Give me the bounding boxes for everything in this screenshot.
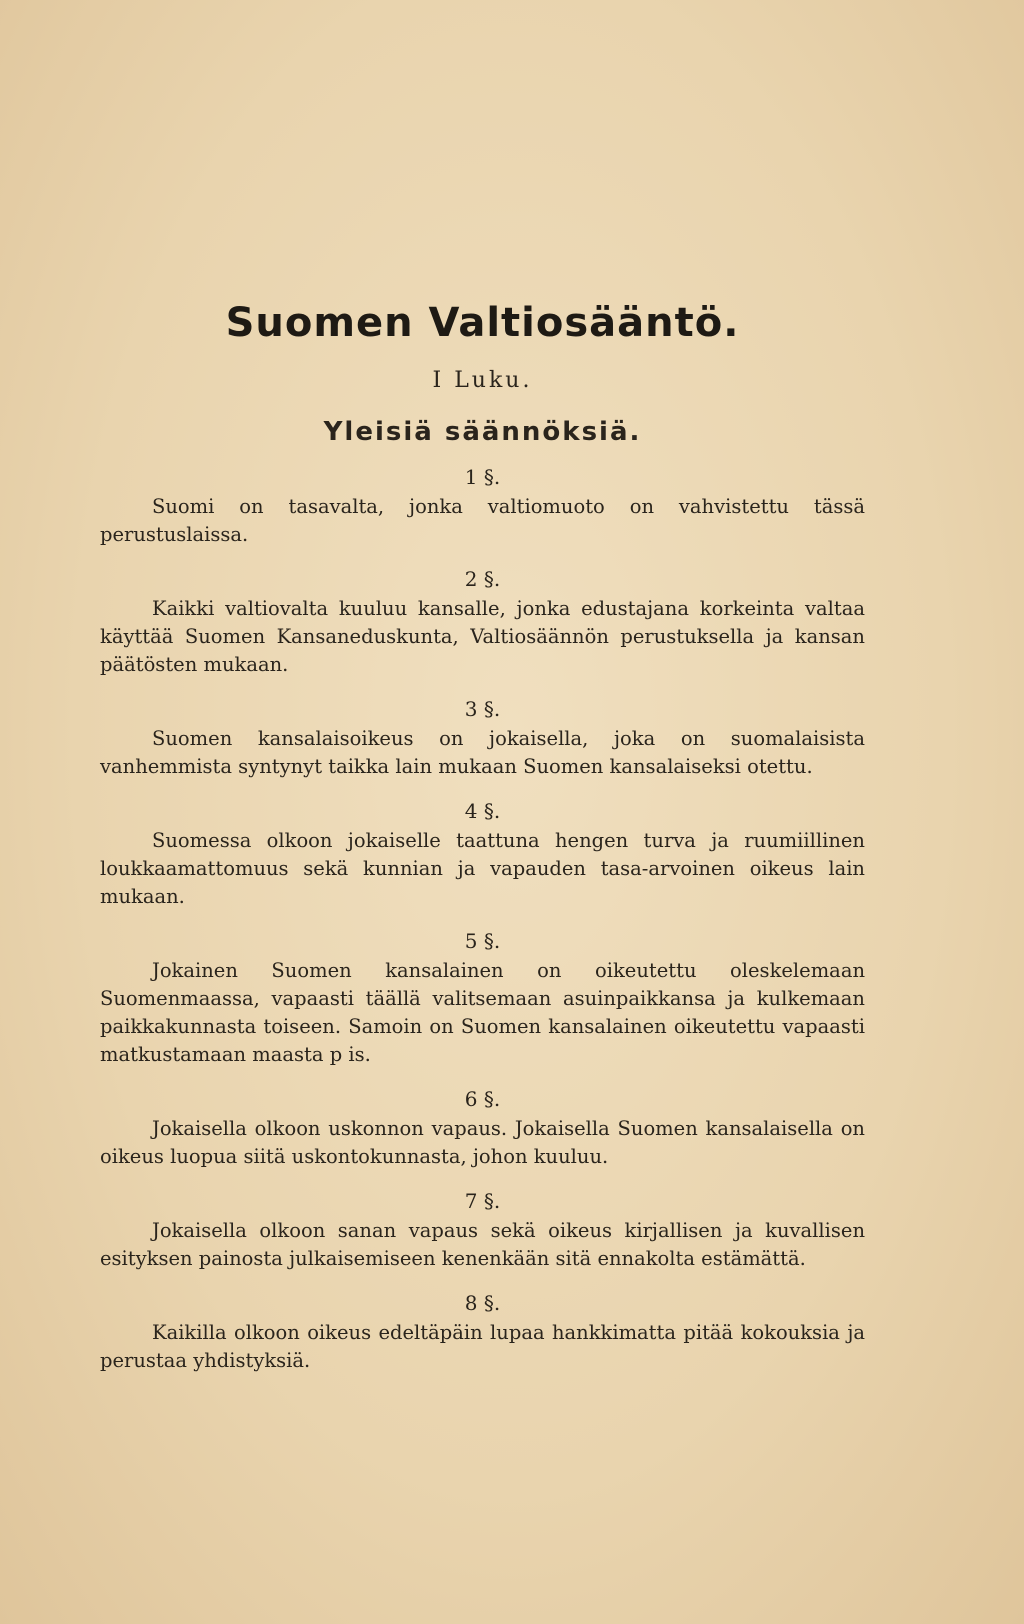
section-8 [100, 1291, 865, 1375]
section-number: 8 §. [464, 1291, 501, 1315]
section-text: Jokaisella olkoon sanan vapaus sekä oikeus kirjallisen ja kuvallisen esityksen painosta julkaisemiseen kenenkään sitä ennakolta estämättä. [100, 1219, 865, 1270]
section-number: 4 §. [464, 799, 501, 823]
section-text: Kaikilla olkoon oikeus edeltäpäin lupaa hankkimatta pitää kokouksia ja perustaa yhdistyksiä. [100, 1321, 865, 1372]
section-number: 7 §. [464, 1189, 501, 1213]
section-text: Kaikki valtiovalta kuuluu kansalle, jonka edustajana korkeinta valtaa käyttää Suomen Kansaneduskunta, Valtiosäännön perustuksella ja kansan päätösten mukaan. [100, 597, 865, 676]
section-3 [100, 697, 865, 781]
section-text: Jokainen Suomen kansalainen on oikeutettu oleskelemaan Suomenmaassa, vapaasti täällä valitsemaan asuinpaikkansa ja kulkemaan paikkakunnasta toiseen. Samoin on Suomen kansalainen oikeutettu vapaasti matkustamaan maasta p is. [100, 959, 865, 1066]
chapter-subtitle: Yleisiä säännöksiä. [323, 417, 642, 447]
section-1 [100, 465, 865, 549]
section-5 [100, 929, 865, 1069]
section-4 [100, 799, 865, 911]
section-text: Suomi on tasavalta, jonka valtiomuoto on vahvistettu tässä perustuslaissa. [100, 495, 865, 546]
section-6 [100, 1087, 865, 1171]
section-number: 6 §. [464, 1087, 501, 1111]
chapter-heading: I Luku. [432, 368, 533, 393]
section-text: Suomen kansalaisoikeus on jokaisella, joka on suomalaisista vanhemmista syntynyt taikka lain mukaan Suomen kansalaiseksi otettu. [100, 727, 865, 778]
section-number: 3 §. [464, 697, 501, 721]
section-text: Suomessa olkoon jokaiselle taattuna hengen turva ja ruumiillinen loukkaamattomuus sekä kunnian ja vapauden tasa-arvoinen oikeus lain mukaan. [100, 829, 865, 908]
section-2 [100, 567, 865, 679]
section-number: 2 §. [464, 567, 501, 591]
section-number: 1 §. [464, 465, 501, 489]
document-title: Suomen Valtiosääntö. [225, 300, 740, 346]
section-text: Jokaisella olkoon uskonnon vapaus. Jokaisella Suomen kansalaisella on oikeus luopua siitä uskontokunnasta, johon kuuluu. [100, 1117, 865, 1168]
document-content [100, 300, 865, 1375]
section-7 [100, 1189, 865, 1273]
section-number: 5 §. [464, 929, 501, 953]
